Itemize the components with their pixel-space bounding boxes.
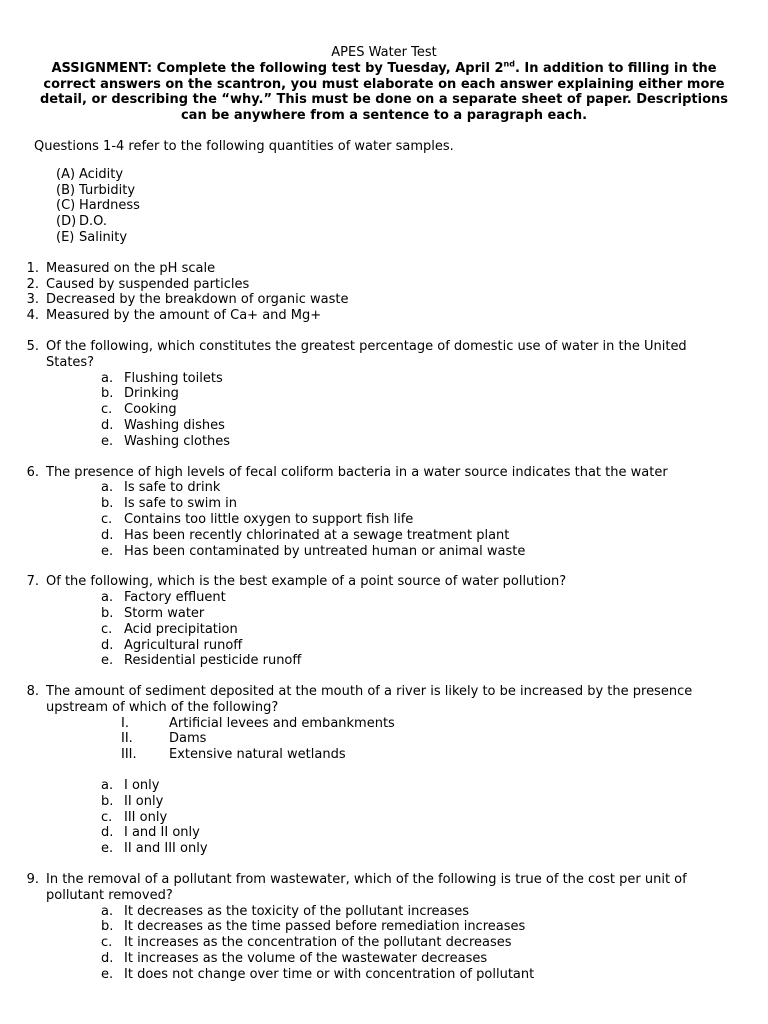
option-text: Washing clothes [124, 433, 231, 449]
roman-numeral: II. [121, 731, 133, 747]
option-letter: c. [101, 621, 113, 637]
option-text: Cooking [124, 402, 177, 418]
option-item [101, 622, 768, 638]
question-number: 6. [26, 464, 39, 480]
option-text: I only [124, 778, 160, 794]
choice-letter: (E) [56, 229, 75, 245]
option-text: Has been contaminated by untreated human or animal waste [124, 543, 526, 559]
option-text: Flushing toilets [124, 370, 223, 386]
option-item [101, 653, 768, 669]
option-letter: e. [101, 841, 114, 857]
option-letter: b. [101, 919, 114, 935]
question-text: In the removal of a pollutant from wastewater, which of the following is true of the cost per unit of pollutant removed? [46, 872, 687, 903]
option-text: Contains too little oxygen to support fish life [124, 511, 414, 527]
question-5 [0, 339, 768, 450]
option-text: It decreases as the time passed before remediation increases [124, 919, 526, 935]
option-text: Agricultural runoff [124, 637, 243, 653]
question-number: 7. [26, 574, 39, 590]
choice-letter: (A) [56, 166, 76, 182]
question-7 [0, 574, 768, 669]
option-list [101, 590, 768, 669]
option-letter: d. [101, 417, 114, 433]
option-item [101, 371, 768, 387]
option-text: Drinking [124, 386, 179, 402]
question-text: Decreased by the breakdown of organic waste [46, 292, 349, 308]
choice-text: Salinity [79, 229, 128, 245]
option-item [101, 434, 768, 450]
question-9 [0, 872, 768, 983]
option-letter: e. [101, 653, 114, 669]
question-number: 1. [26, 260, 39, 276]
option-item [101, 512, 768, 528]
option-text: It does not change over time or with concentration of pollutant [124, 966, 535, 982]
roman-item [101, 747, 768, 763]
question-item [0, 292, 768, 308]
choice-item [56, 230, 768, 246]
choice-text: Acidity [79, 166, 124, 182]
question-text: Of the following, which constitutes the greatest percentage of domestic use of water in the United States? [46, 338, 687, 370]
question-item [0, 261, 768, 277]
option-text: It decreases as the toxicity of the pollutant increases [124, 903, 470, 919]
choice-item [56, 183, 768, 199]
option-item [101, 386, 768, 402]
roman-text: Extensive natural wetlands [169, 747, 346, 763]
roman-text: Artificial levees and embankments [169, 715, 395, 731]
option-text: II and III only [124, 841, 208, 857]
option-letter: d. [101, 637, 114, 653]
option-letter: b. [101, 386, 114, 402]
question-item [0, 277, 768, 293]
option-text: Washing dishes [124, 417, 225, 433]
roman-text: Dams [169, 731, 207, 747]
choice-text: D.O. [79, 214, 107, 230]
question-number: 8. [26, 684, 39, 700]
question-number: 9. [26, 872, 39, 888]
option-item [101, 951, 768, 967]
option-item [101, 778, 768, 794]
option-text: It increases as the concentration of the pollutant decreases [124, 935, 512, 951]
option-letter: b. [101, 496, 114, 512]
question-text: The presence of high levels of fecal coliform bacteria in a water source indicates that the water [46, 464, 668, 480]
option-text: It increases as the volume of the wastewater decreases [124, 951, 488, 967]
option-letter: a. [101, 903, 114, 919]
question-text: Of the following, which is the best example of a point source of water pollution? [46, 574, 567, 590]
questions-intro: Questions 1-4 refer to the following quantities of water samples. [34, 138, 454, 154]
question-text: Measured by the amount of Ca+ and Mg+ [46, 308, 322, 324]
test-title: APES Water Test [331, 45, 437, 60]
choice-letter: (D) [56, 214, 77, 230]
option-item [101, 919, 768, 935]
option-letter: c. [101, 809, 113, 825]
question-8 [0, 684, 768, 857]
option-text: Is safe to drink [124, 480, 221, 496]
test-header [0, 45, 768, 124]
option-letter: d. [101, 825, 114, 841]
option-text: Residential pesticide runoff [124, 653, 302, 669]
option-item [101, 544, 768, 560]
option-text: I and II only [124, 825, 200, 841]
option-list [101, 371, 768, 450]
assignment-instructions [34, 61, 734, 124]
question-number: 5. [26, 338, 39, 354]
option-item [101, 590, 768, 606]
question-text: Measured on the pH scale [46, 260, 216, 276]
option-item [101, 841, 768, 857]
choice-text: Hardness [79, 198, 140, 214]
option-letter: b. [101, 793, 114, 809]
option-letter: a. [101, 590, 114, 606]
assignment-text-start: ASSIGNMENT: Complete the following test by Tuesday, April 2 [51, 60, 504, 76]
option-item [101, 794, 768, 810]
roman-numeral: III. [121, 747, 137, 763]
option-letter: e. [101, 543, 114, 559]
question-text: Caused by suspended particles [46, 276, 250, 292]
option-text: Is safe to swim in [124, 496, 238, 512]
question-item [0, 308, 768, 324]
option-letter: d. [101, 527, 114, 543]
question-6 [0, 465, 768, 560]
option-item [101, 967, 768, 983]
option-text: Storm water [124, 605, 205, 621]
option-item [101, 904, 768, 920]
option-item [101, 418, 768, 434]
answer-choice-list [56, 167, 768, 246]
option-text: III only [124, 809, 168, 825]
short-question-list [0, 261, 768, 324]
question-number: 2. [26, 276, 39, 292]
option-letter: e. [101, 966, 114, 982]
option-list [101, 778, 768, 857]
roman-item [101, 716, 768, 732]
option-text: Has been recently chlorinated at a sewage treatment plant [124, 527, 510, 543]
option-item [101, 480, 768, 496]
option-text: II only [124, 793, 164, 809]
option-item [101, 638, 768, 654]
option-letter: b. [101, 605, 114, 621]
option-item [101, 810, 768, 826]
roman-numeral: I. [121, 715, 129, 731]
option-letter: e. [101, 433, 114, 449]
choice-text: Turbidity [79, 182, 136, 198]
assignment-superscript: nd [503, 59, 515, 69]
option-letter: a. [101, 778, 114, 794]
option-item [101, 935, 768, 951]
question-number: 4. [26, 308, 39, 324]
choice-item [56, 198, 768, 214]
option-item [101, 402, 768, 418]
question-number: 3. [26, 292, 39, 308]
choice-letter: (C) [56, 198, 76, 214]
option-letter: c. [101, 402, 113, 418]
option-letter: a. [101, 480, 114, 496]
roman-numeral-list [101, 716, 768, 763]
option-letter: a. [101, 370, 114, 386]
choice-item [56, 167, 768, 183]
option-item [101, 606, 768, 622]
question-text: The amount of sediment deposited at the mouth of a river is likely to be increased by the presence upstream of which of the following? [46, 684, 693, 715]
option-item [101, 528, 768, 544]
option-text: Factory effluent [124, 590, 226, 606]
roman-item [101, 731, 768, 747]
option-text: Acid precipitation [124, 621, 238, 637]
option-list [101, 480, 768, 559]
option-letter: c. [101, 935, 113, 951]
option-list [101, 904, 768, 983]
option-item [101, 496, 768, 512]
option-letter: c. [101, 511, 113, 527]
choice-item [56, 214, 768, 230]
option-item [101, 825, 768, 841]
option-letter: d. [101, 951, 114, 967]
assignment-text-end: . In addition to filling in the correct answers on the scantron, you must elaborate on each answer explaining either more detail, or describing the “why.” This must be done on a separate sheet of paper. Descriptions can be anywhere from a sentence to a paragraph each. [39, 60, 729, 124]
choice-letter: (B) [56, 182, 76, 198]
